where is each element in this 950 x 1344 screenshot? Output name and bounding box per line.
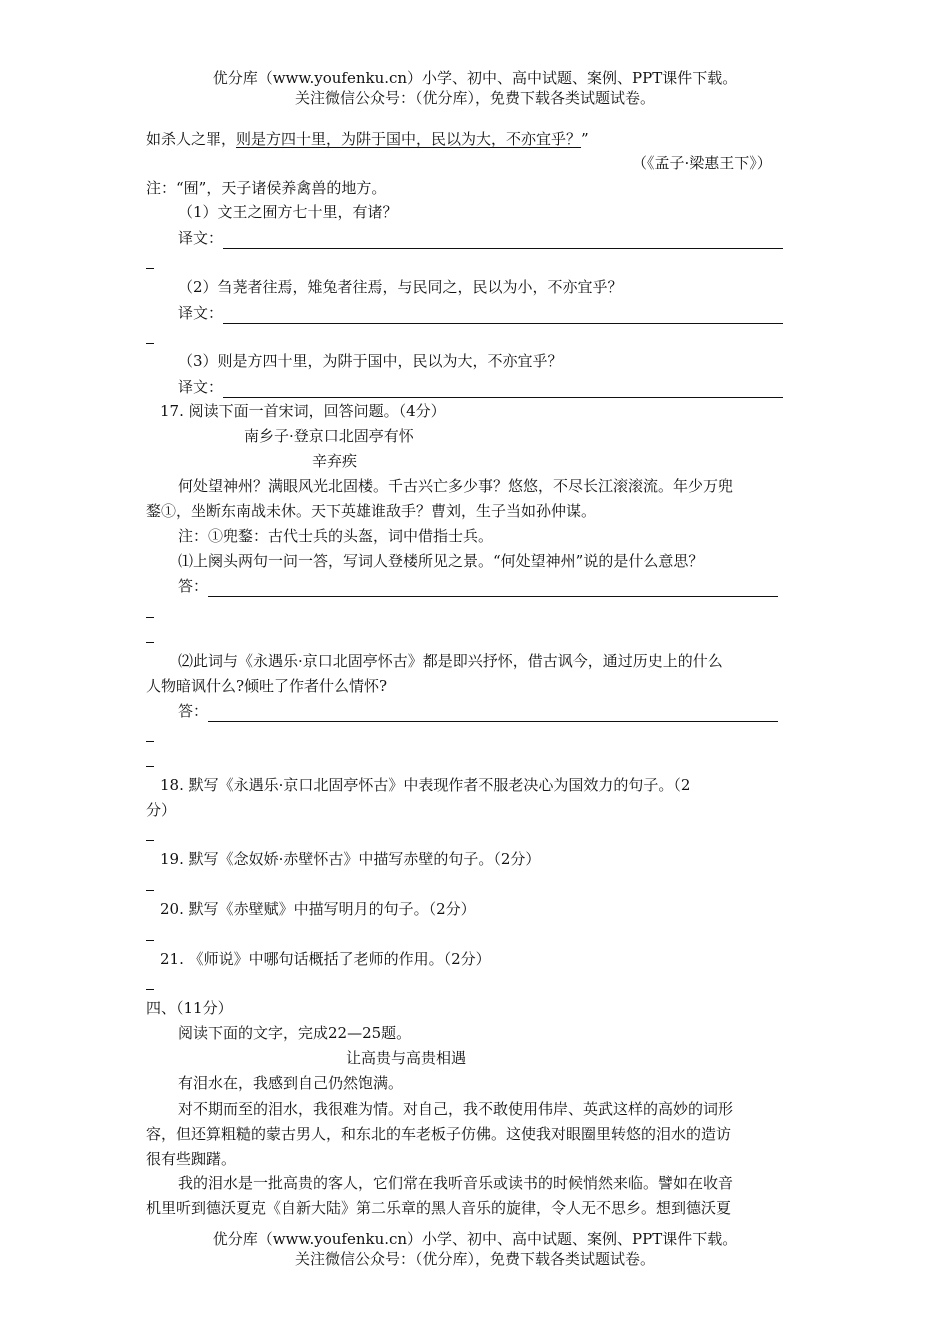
q17-poem-title: 南乡子·登京口北固亭有怀 — [244, 427, 414, 445]
q18-line-1: 18. 默写《永遇乐·京口北固亭怀古》中表现作者不服老决心为国效力的句子。（2 — [160, 776, 691, 794]
q16-translation-3: 译文： — [178, 376, 783, 398]
q16-source: （《孟子·梁惠王下》） — [632, 154, 772, 172]
answer-dash — [146, 940, 154, 941]
answer-dash — [146, 890, 154, 891]
answer-dash — [146, 343, 154, 344]
q16-item-2: （2）刍荛者往焉，雉兔者往焉，与民同之，民以为小，不亦宜乎？ — [178, 278, 623, 296]
section-4-heading: 四、（11分） — [146, 999, 233, 1017]
q17-poem-line-2: 鍪①，坐断东南战未休。天下英雄谁敌手？曹刘，生子当如孙仲谋。 — [146, 502, 597, 520]
article-paragraph-3-line-2: 机里听到德沃夏克《自新大陆》第二乐章的黑人音乐的旋律，令人无不思乡。想到德沃夏 — [146, 1199, 732, 1217]
answer-dash — [146, 766, 154, 767]
q16-item-3: （3）则是方四十里，为阱于国中，民以为大，不亦宜乎？ — [178, 352, 563, 370]
q16-note: 注：“囿”，天子诸侯养禽兽的地方。 — [146, 179, 387, 197]
q16-translation-2: 译文： — [178, 302, 783, 324]
q17-note: 注：①兜鍪：古代士兵的头盔，词中借指士兵。 — [178, 527, 494, 545]
article-paragraph-2-line-2: 容，但还算粗糙的蒙古男人，和东北的车老板子仿佛。这使我对眼圈里转悠的泪水的造访 — [146, 1125, 732, 1143]
q16-item-1: （1）文王之囿方七十里，有诸？ — [178, 203, 398, 221]
article-paragraph-3-line-1: 我的泪水是一批高贵的客人，它们常在我听音乐或读书的时候悄然来临。譬如在收音 — [178, 1174, 734, 1192]
footer-line-1: 优分库（www.youfenku.cn）小学、初中、高中试题、案例、PPT课件下载。 — [212, 1230, 738, 1248]
section-4-instruction: 阅读下面的文字，完成22—25题。 — [178, 1024, 412, 1042]
header-line-2: 关注微信公众号：（优分库），免费下载各类试题试卷。 — [294, 89, 655, 107]
q18-line-2: 分） — [146, 801, 177, 819]
q16-text: 如杀人之罪，则是方四十里，为阱于国中，民以为大，不亦宜乎？” — [146, 130, 589, 148]
q16-underlined-text: 则是方四十里，为阱于国中，民以为大，不亦宜乎？ — [236, 130, 582, 148]
q19: 19. 默写《念奴娇·赤壁怀古》中描写赤壁的句子。（2分） — [160, 850, 541, 868]
article-title: 让高贵与高贵相遇 — [346, 1049, 467, 1067]
q16-translation-1: 译文： — [178, 227, 783, 249]
q17-poem-author: 辛弃疾 — [312, 452, 358, 470]
answer-dash — [146, 642, 154, 643]
footer-line-2: 关注微信公众号：（优分库），免费下载各类试题试卷。 — [294, 1250, 655, 1268]
q17-poem-line-1: 何处望神州？满眼风光北固楼。千古兴亡多少事？悠悠，不尽长江滚滚流。年少万兜 — [178, 477, 734, 495]
answer-dash — [146, 840, 154, 841]
header-line-1: 优分库（www.youfenku.cn）小学、初中、高中试题、案例、PPT课件下载。 — [212, 69, 738, 87]
answer-dash — [146, 741, 154, 742]
answer-dash — [146, 989, 154, 990]
article-paragraph-1: 有泪水在，我感到自己仍然饱满。 — [178, 1074, 404, 1092]
q20: 20. 默写《赤壁赋》中描写明月的句子。（2分） — [160, 900, 476, 918]
article-paragraph-2-line-1: 对不期而至的泪水，我很难为情。对自己，我不敢使用伟岸、英武这样的高妙的词形 — [178, 1100, 734, 1118]
q17-heading: 17. 阅读下面一首宋词，回答问题。（4分） — [160, 402, 446, 420]
q17-answer-2: 答： — [178, 700, 778, 722]
q17-sub-1: ⑴上阕头两句一问一答，写词人登楼所见之景。“何处望神州”说的是什么意思？ — [178, 552, 704, 570]
q17-sub-2-line-2: 人物暗讽什么?倾吐了作者什么情怀? — [146, 677, 388, 695]
article-paragraph-2-line-3: 很有些踟躇。 — [146, 1150, 237, 1168]
answer-dash — [146, 268, 154, 269]
q17-answer-1: 答： — [178, 575, 778, 597]
q21: 21. 《师说》中哪句话概括了老师的作用。（2分） — [160, 950, 491, 968]
q17-sub-2-line-1: ⑵此词与《永遇乐·京口北固亭怀古》都是即兴抒怀，借古讽今，通过历史上的什么 — [178, 652, 723, 670]
answer-dash — [146, 617, 154, 618]
